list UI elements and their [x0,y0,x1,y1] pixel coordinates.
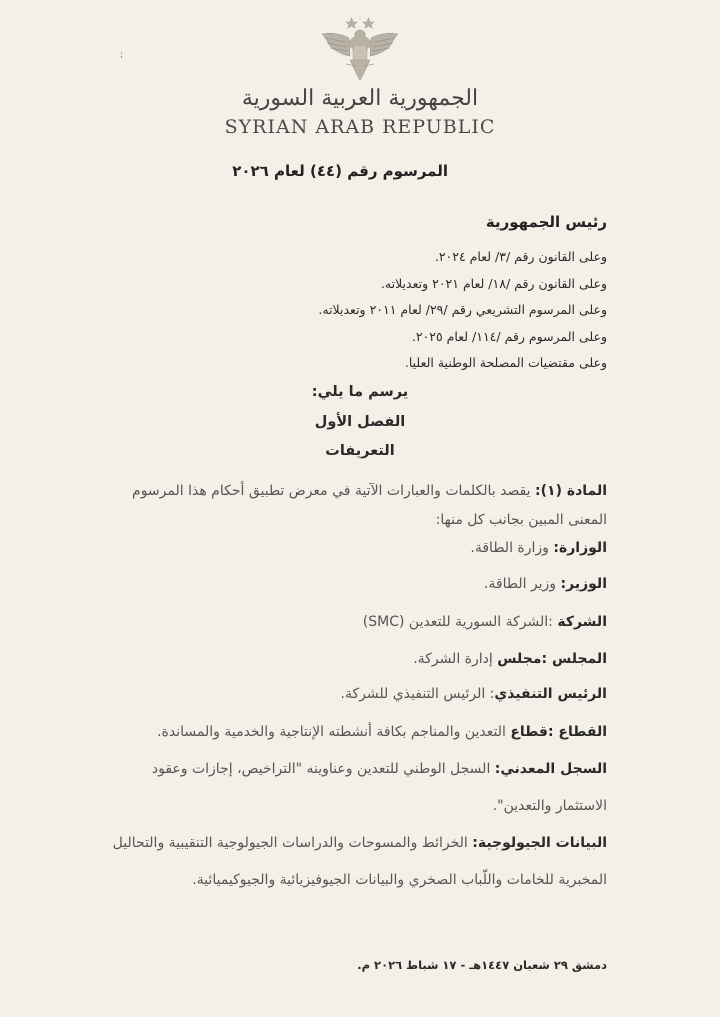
definition-council [413,651,607,667]
definition-minister [484,576,607,592]
article-1-text: يقصد بالكلمات والعبارات الآتية في معرض تطبيق أحكام هذا المرسوم [132,483,536,499]
decree-title: المرسوم رقم (٤٤) لعام ٢٠٢٦ [232,162,448,180]
definition-ministry [470,540,607,556]
preamble-item: وعلى مقتضيات المصلحة الوطنية العليا. [404,355,607,370]
preamble-item: وعلى المرسوم التشريعي رقم /٢٩/ لعام ٢٠١١ وتعديلاته. [318,302,607,317]
preamble-item: وعلى القانون رقم /٣/ لعام ٢٠٢٤. [434,249,607,264]
definition-text: وزير الطاقة. [483,576,561,592]
definition-term: القطاع :قطاع [510,724,607,740]
definition-ceo [341,686,607,702]
article-1-line-2: المعنى المبين بجانب كل منها: [435,512,607,528]
definition-text: وزارة الطاقة. [470,540,554,556]
definition-term: الوزارة: [553,540,607,556]
definition-term: الرئيس التنفيذي [494,686,607,702]
definition-mining-registry [152,761,607,777]
chapter-heading: الفصل الأول [314,414,406,430]
definition-term: البيانات الجيولوجية: [472,835,607,851]
definition-company [363,614,607,630]
decrees-heading: يرسم ما يلي: [311,384,409,400]
president-heading: رئيس الجمهورية [485,213,607,231]
preamble-list [127,244,607,377]
definition-term: الوزير: [560,576,607,592]
eagle-emblem-icon [316,16,404,82]
definition-text: السجل الوطني للتعدين وعناوينه "التراخيص، إجازات وعقود [151,761,495,777]
definition-geological-data [113,835,607,851]
definition-text: إدارة الشركة. [413,651,498,667]
definition-text: : الرئيس التنفيذي للشركة. [340,686,495,702]
definition-term: المجلس :مجلس [497,651,607,667]
preamble-item: وعلى المرسوم رقم /١١٤/ لعام ٢٠٢٥. [411,328,607,344]
definition-text: الخرائط والمسوحات والدراسات الجيولوجية التنقيبية والتحاليل [112,835,473,851]
article-1-label: المادة (١): [535,483,607,499]
definition-sector [157,724,607,740]
definitions-heading: التعريفات [325,443,395,459]
definition-term: السجل المعدني: [494,761,607,777]
article-1-line-1 [132,483,607,499]
definition-text: التعدين والمناجم بكافة أنشطته الإنتاجية والخدمية والمساندة. [157,724,511,740]
definition-mining-registry-cont: الاستثمار والتعدين". [492,798,607,814]
margin-mark: ; [120,50,124,60]
republic-name-english: SYRIAN ARAB REPUBLIC [224,116,496,138]
place-date-footer: دمشق ٢٩ شعبان ١٤٤٧هـ - ١٧ شباط ٢٠٢٦ م. [357,958,607,972]
definition-text: :الشركة السورية للتعدين (SMC) [362,614,558,630]
definition-geological-data-cont: المخبرية للخامات واللّباب الصخري والبيانات الجيوفيزيائية والجيوكيميائية. [192,872,607,888]
republic-name-arabic: الجمهورية العربية السورية [241,86,479,111]
preamble-item: وعلى القانون رقم /١٨/ لعام ٢٠٢١ وتعديلاته. [380,275,607,291]
definition-term: الشركة [557,614,607,630]
